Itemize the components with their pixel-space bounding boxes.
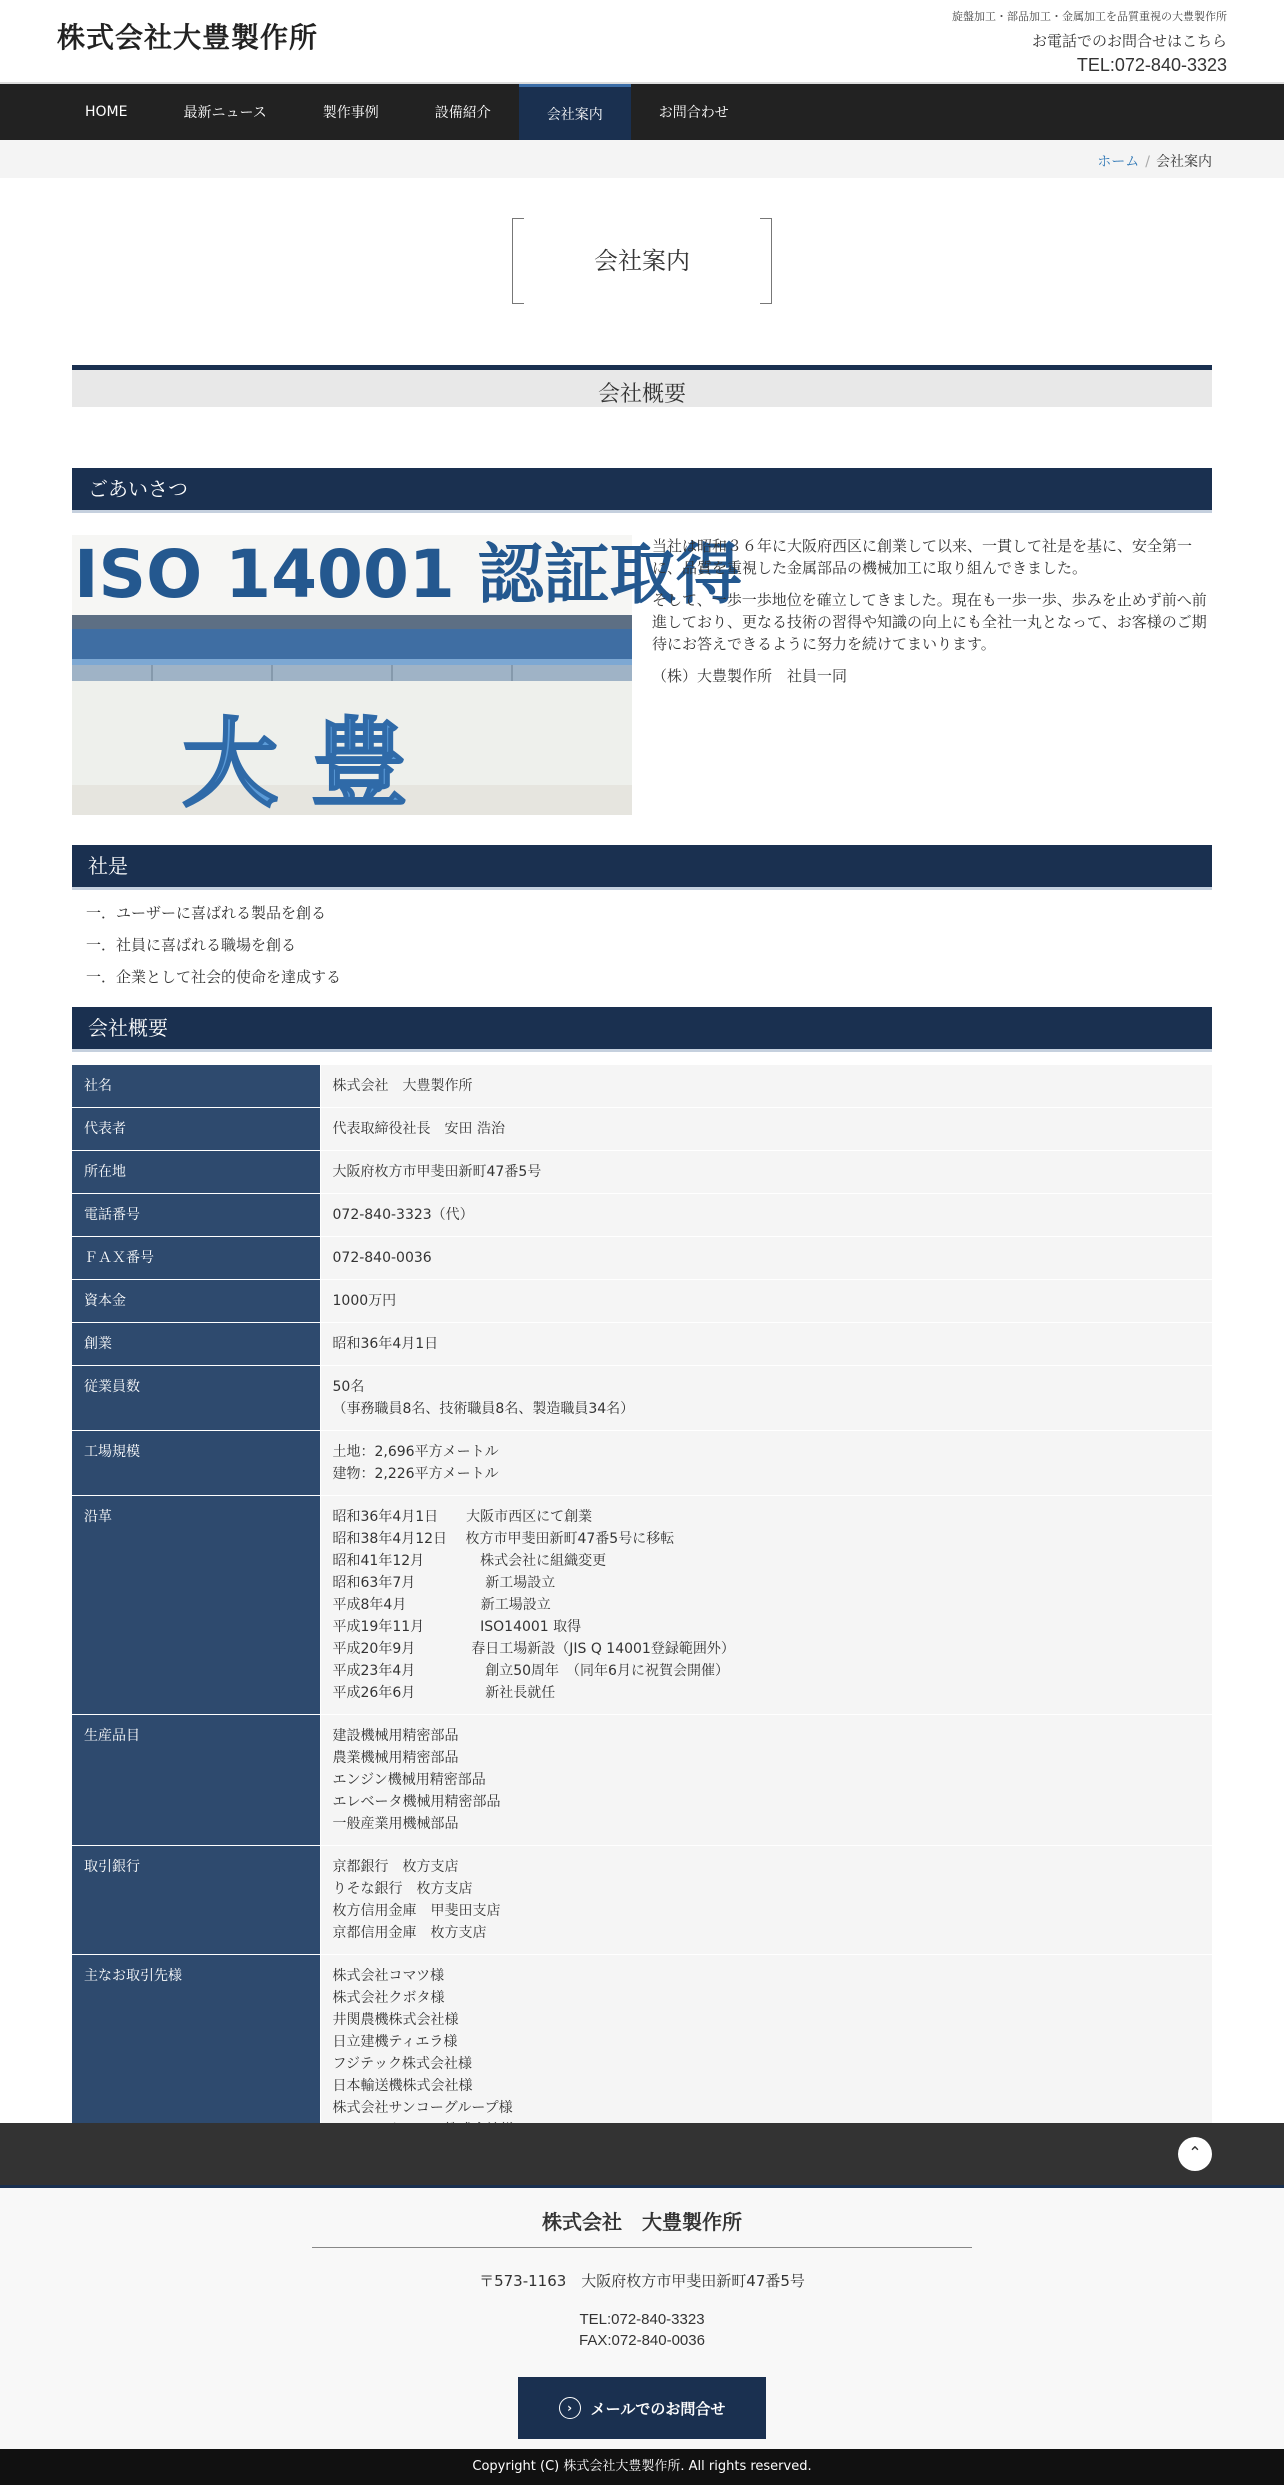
company-row-line: 大阪府枚方市甲斐田新町47番5号: [332, 1164, 542, 1180]
global-nav: [0, 82, 1284, 140]
company-row-line: りそな銀行 枚方支店: [332, 1881, 473, 1897]
footer-company-name: 株式会社 大豊製作所: [542, 2210, 742, 2234]
company-row-line: 昭和36年4月1日: [332, 1336, 439, 1352]
breadcrumb-current: 会社案内: [1156, 154, 1212, 170]
company-row-label: 取引銀行: [72, 1846, 320, 1955]
company-row-label: 社名: [72, 1065, 320, 1108]
site-header: [0, 0, 1284, 82]
company-row-value: [320, 1194, 1212, 1237]
motto-list: [86, 900, 341, 996]
company-row-line: 株式会社 大豊製作所: [332, 1078, 473, 1094]
company-row-value: [320, 1715, 1212, 1846]
company-row-line: 株式会社サンコーグループ様: [332, 2100, 513, 2116]
company-row-line: 日立建機ティエラ様: [332, 2034, 458, 2050]
header-call-text: お電話でのお問合せはこちら: [1031, 32, 1227, 50]
table-row: [72, 1280, 1212, 1323]
company-row-line: 072-840-0036: [332, 1250, 432, 1266]
company-row-line: 日本輸送機株式会社様: [332, 2078, 473, 2094]
company-heading: 会社概要: [72, 1007, 1212, 1052]
company-row-line: エンジン機械用精密部品: [332, 1772, 486, 1788]
header-tel[interactable]: TEL:072-840-3323: [1076, 55, 1227, 75]
company-row-label: 資本金: [72, 1280, 320, 1323]
company-row-label: 沿革: [72, 1496, 320, 1715]
breadcrumb-separator: /: [1145, 154, 1150, 170]
company-row-line: 建物：2,226平方メートル: [332, 1466, 499, 1482]
company-table: [72, 1065, 1212, 2152]
greeting-paragraph-2: そして、一歩一歩地位を確立してきました。現在も一歩一歩、歩みを止めず前へ前進しており、更なる技術の習得や知識の向上にも全社一丸となって、お客様のご期待にお答えできるように努力を続けてまいります。: [652, 591, 1207, 653]
company-row-label: 代表者: [72, 1108, 320, 1151]
table-row: [72, 1323, 1212, 1366]
company-row-label: 所在地: [72, 1151, 320, 1194]
motto-heading: 社是: [72, 845, 1212, 890]
nav-item-equipment[interactable]: 設備紹介: [434, 105, 491, 121]
title-bracket-left: [512, 218, 524, 304]
page-title: 会社案内: [594, 247, 690, 275]
nav-item-home[interactable]: HOME: [85, 104, 128, 120]
table-row: [72, 1194, 1212, 1237]
title-bracket-right: [760, 218, 772, 304]
company-row-value: [320, 1151, 1212, 1194]
company-row-label: 電話番号: [72, 1194, 320, 1237]
header-contact: [952, 8, 1227, 76]
company-row-value: [320, 1955, 1212, 2152]
footer-divider: [312, 2247, 972, 2248]
company-row-line: 京都銀行 枚方支店: [332, 1859, 459, 1875]
company-row-line: 50名: [332, 1379, 365, 1395]
company-row-value: [320, 1366, 1212, 1431]
table-row: [72, 1237, 1212, 1280]
nav-item-works[interactable]: 製作事例: [322, 105, 379, 121]
breadcrumb-bar: [0, 140, 1284, 178]
page-title-box: [512, 218, 772, 304]
company-row-label: 工場規模: [72, 1431, 320, 1496]
company-row-line: 京都信用金庫 枚方支店: [332, 1925, 487, 1941]
company-row-line: 昭和38年4月12日 枚方市甲斐田新町47番5号に移転: [332, 1531, 675, 1547]
company-row-line: 1000万円: [332, 1293, 397, 1309]
company-row-line: フジテック株式会社様: [332, 2056, 472, 2072]
motto-item: 一．ユーザーに喜ばれる製品を創る: [86, 904, 327, 922]
company-row-label: 生産品目: [72, 1715, 320, 1846]
nav-item-news[interactable]: 最新ニュース: [183, 105, 267, 121]
table-row: [72, 1955, 1212, 2152]
company-row-line: 建設機械用精密部品: [332, 1728, 459, 1744]
company-row-label: 主なお取引先様: [72, 1955, 320, 2152]
nav-item-contact[interactable]: お問合わせ: [658, 105, 729, 121]
site-logo[interactable]: 株式会社大豊製作所: [57, 21, 319, 54]
overview-heading: 会社概要: [72, 365, 1212, 407]
header-tagline: 旋盤加工・部品加工・金属加工を品質重視の大豊製作所: [952, 10, 1227, 23]
company-row-value: [320, 1496, 1212, 1715]
company-row-value: [320, 1280, 1212, 1323]
company-row-value: [320, 1237, 1212, 1280]
company-row-value: [320, 1431, 1212, 1496]
table-row: [72, 1065, 1212, 1108]
company-row-line: 株式会社クボタ様: [332, 1990, 445, 2006]
mail-contact-button[interactable]: [518, 2377, 766, 2439]
greeting-heading: ごあいさつ: [72, 468, 1212, 513]
company-row-line: エレベータ機械用精密部品: [332, 1794, 501, 1810]
company-row-label: 創業: [72, 1323, 320, 1366]
company-row-line: 平成26年6月 新社長就任: [332, 1685, 556, 1701]
daiho-sign-text: 大 豊: [182, 708, 408, 820]
greeting-paragraph-1: 当社は昭和３６年に大阪府西区に創業して以来、一貫して社是を基に、安全第一に、品質を重視した金属部品の機械加工に取り組んできました。: [652, 537, 1193, 577]
company-row-line: 平成19年11月 ISO14001 取得: [332, 1619, 582, 1635]
company-row-line: （事務職員8名、技術職員8名、製造職員34名）: [332, 1401, 635, 1417]
motto-item: 一．社員に喜ばれる職場を創る: [86, 936, 297, 954]
table-row: [72, 1496, 1212, 1715]
footer-fax: FAX:072-840-0036: [579, 2332, 705, 2349]
pagetop-bar: [0, 2123, 1284, 2185]
company-row-value: [320, 1323, 1212, 1366]
company-row-line: 井関農機株式会社様: [332, 2012, 459, 2028]
company-row-line: 昭和36年4月1日 大阪市西区にて創業: [332, 1509, 593, 1525]
company-row-line: 072-840-3323（代）: [332, 1207, 474, 1223]
chevron-up-icon: ⌃: [1188, 2143, 1202, 2162]
footer-address: 〒573-1163 大阪府枚方市甲斐田新町47番5号: [479, 2272, 805, 2290]
motto-item: 一．企業として社会的使命を達成する: [86, 968, 342, 986]
table-row: [72, 1366, 1212, 1431]
company-row-line: 枚方信用金庫 甲斐田支店: [332, 1903, 501, 1919]
table-row: [72, 1151, 1212, 1194]
copyright: Copyright (C) 株式会社大豊製作所. All rights reserved.: [0, 2449, 1284, 2485]
mail-contact-label: メールでのお問合せ: [590, 2399, 726, 2418]
company-row-value: [320, 1065, 1212, 1108]
greeting-signature: （株）大豊製作所 社員一同: [652, 667, 848, 685]
iso-sign-illustration: [72, 535, 742, 820]
breadcrumb: [1097, 151, 1212, 171]
nav-item-company[interactable]: 会社案内: [519, 84, 631, 140]
company-row-line: 土地：2,696平方メートル: [332, 1444, 499, 1460]
iso-sign-image: [72, 535, 742, 820]
company-row-value: [320, 1108, 1212, 1151]
company-row-value: [320, 1846, 1212, 1955]
pagetop-button[interactable]: [1178, 2137, 1212, 2171]
company-row-line: 昭和63年7月 新工場設立: [332, 1575, 556, 1591]
footer-tel[interactable]: TEL:072-840-3323: [579, 2311, 705, 2328]
breadcrumb-home-link[interactable]: ホーム: [1097, 154, 1140, 170]
chevron-right-icon: ›: [559, 2397, 581, 2419]
company-row-line: 農業機械用精密部品: [332, 1750, 459, 1766]
table-row: [72, 1715, 1212, 1846]
company-row-line: 一般産業用機械部品: [332, 1816, 459, 1832]
table-row: [72, 1431, 1212, 1496]
table-row: [72, 1846, 1212, 1955]
company-row-label: 従業員数: [72, 1366, 320, 1431]
company-row-line: 昭和41年12月 株式会社に組織変更: [332, 1553, 607, 1569]
company-row-line: 株式会社コマツ様: [332, 1968, 445, 1984]
company-row-line: 代表取締役社長 安田 浩治: [332, 1121, 505, 1137]
greeting-text: [652, 535, 1212, 697]
footer: [0, 2185, 1284, 2449]
company-row-label: ＦＡＸ番号: [72, 1237, 320, 1280]
iso-sign-text: ISO 14001 認証取得: [74, 536, 742, 613]
company-row-line: 平成8年4月 新工場設立: [332, 1597, 551, 1613]
table-row: [72, 1108, 1212, 1151]
company-row-line: 平成23年4月 創立50周年 （同年6月に祝賀会開催）: [332, 1663, 729, 1679]
company-row-line: 平成20年9月 春日工場新設（JIS Q 14001登録範囲外）: [332, 1641, 735, 1657]
